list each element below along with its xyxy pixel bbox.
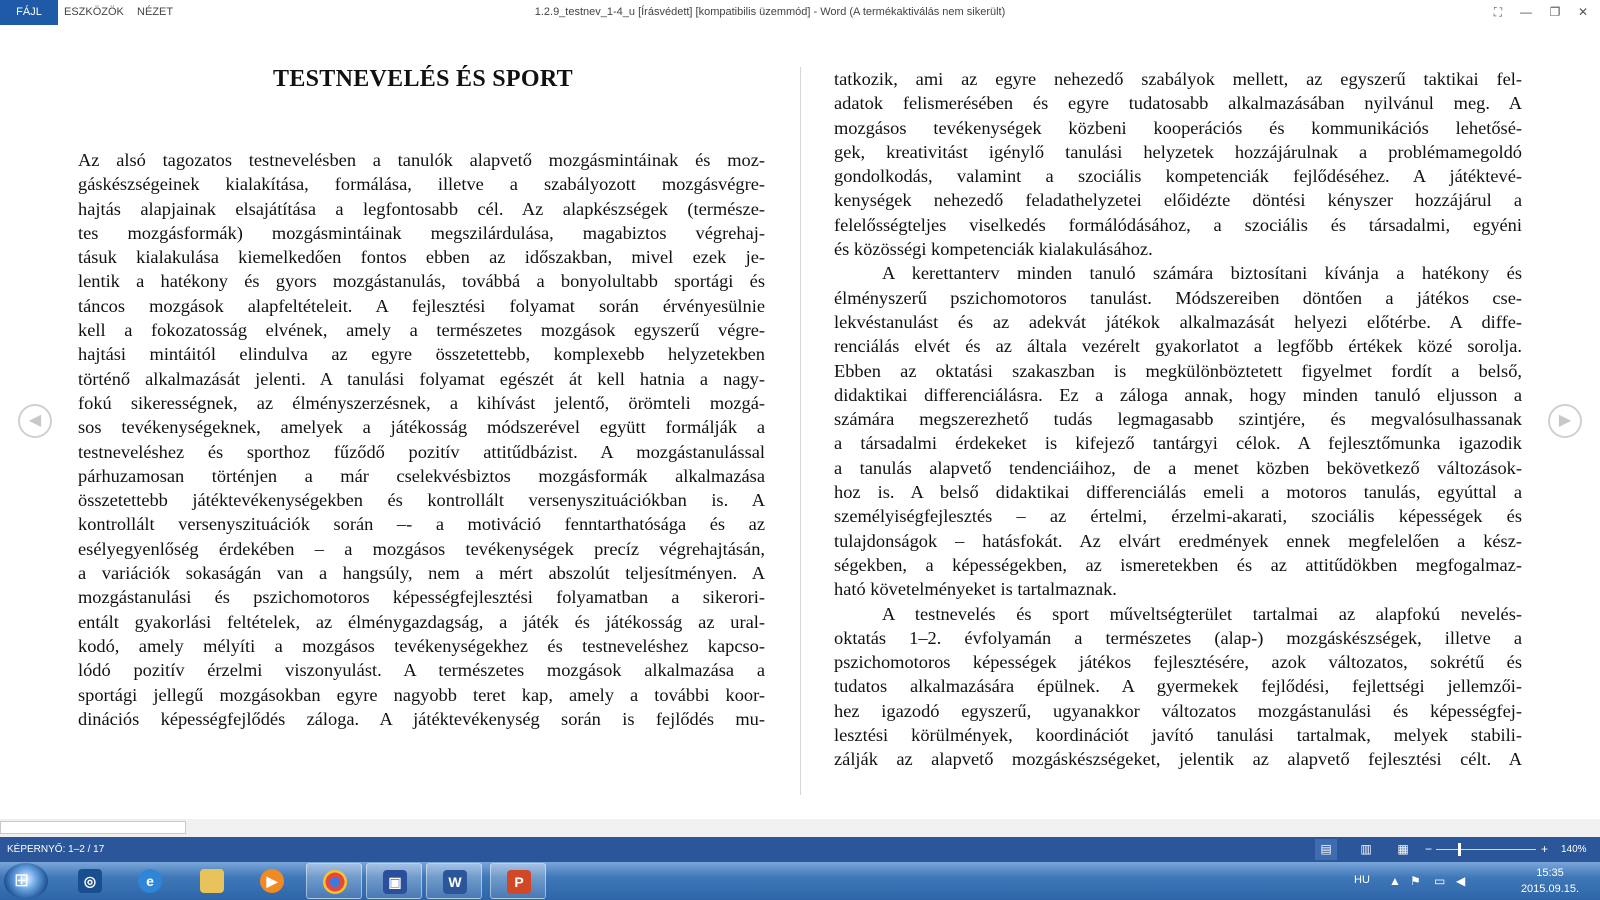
text-line: didaktikai differenciálásra. Ez a záloga annak, hogy minden tanuló eljusson a — [834, 384, 1522, 405]
text-line: gek, kreativitást igénylő tanulási helyzetek hozzájárulnak a problémamegoldó — [834, 141, 1522, 162]
powerpoint-icon: P — [507, 870, 531, 894]
text-line: történő alkalmazását jelenti. A tanulási folyamat egészét át kell hatnia a nagy- — [78, 368, 765, 389]
text-line: Ebben az oktatási szakaszban is megkülönböztetett figyelmet fordít a belső, — [834, 360, 1522, 381]
next-page-icon[interactable]: ▶ — [1548, 404, 1582, 438]
left-page-text[interactable] — [78, 148, 765, 731]
text-line: személyiségfejlesztés – az értelmi, érzelmi-akarati, szociális képességek és — [834, 506, 1522, 527]
text-line: a tanulás alapvető tendenciáihoz, de a menet közben bekövetkező változások- — [834, 457, 1522, 478]
text-line: A testnevelés és sport műveltségterület tartalmai az alapfokú nevelés- — [882, 603, 1522, 624]
text-line: gondolkodás, valamint a szociális kompetenciák fejlődéséhez. A játéktevé- — [834, 166, 1522, 187]
language-indicator[interactable]: HU — [1354, 874, 1370, 886]
text-line: tatkozik, ami az egyre nehezedő szabályok mellett, az egyszerű taktikai fel- — [834, 69, 1522, 89]
text-line: és közösségi kompetenciák kialakulásához. — [834, 239, 1153, 260]
horizontal-scrollbar[interactable] — [0, 819, 1600, 837]
window-title: 1.2.9_testnev_1-4_u [Írásvédett] [kompatibilis üzemmód] - Word (A termékaktiválás nem sikerült) — [534, 6, 1006, 18]
internet-explorer-icon: e — [138, 869, 162, 893]
text-line: kodó, amely mélyíti a mozgásos tevékenységekhez és testneveléshez kapcso- — [78, 635, 765, 656]
text-line: hajtási mintáitól elindulva az egyre összetettebb, komplexebb helyzetekben — [78, 344, 765, 365]
zoom-level[interactable]: 140% — [1561, 844, 1587, 855]
clock-time: 15:35 — [1536, 867, 1564, 879]
scroll-thumb[interactable] — [0, 821, 186, 834]
tab-tools[interactable]: ESZKÖZÖK — [64, 6, 124, 18]
web-layout-icon[interactable]: ▦ — [1397, 842, 1409, 856]
action-center-flag-icon[interactable]: ⚑ — [1410, 874, 1421, 888]
text-line: párhuzamosan történjen a már cselekvésbiztos mozgásformák alkalmazása — [78, 465, 765, 486]
floppy-disk-icon: ▣ — [383, 870, 407, 894]
text-line: ségekben, a képességekben, az ismeretekben és az attitűdökben megfogalmaz- — [834, 554, 1522, 575]
folder-icon — [200, 869, 224, 893]
text-line: sportági jellegű mozgásokban egyre nagyobb teret kap, amely a további koor- — [78, 684, 765, 705]
text-line: hez igazodó egyszerű, ugyanakkor változatos mozgástanulási és képességfej- — [834, 700, 1522, 721]
page-divider — [800, 67, 801, 795]
taskbar-word[interactable] — [426, 863, 482, 899]
volume-icon[interactable]: ◀ — [1456, 874, 1466, 888]
text-line: táncos mozgások alapfeltételeit. A fejlesztési folyamat során érvényesülnie — [78, 295, 765, 316]
text-line: mozgásos tevékenységek közbeni kooperációs és kommunikációs lehetősé- — [834, 117, 1522, 138]
taskbar-powerpoint[interactable] — [490, 863, 546, 899]
text-line: A kerettanterv minden tanuló számára biztosítani kívánja a hatékony és — [882, 263, 1522, 284]
text-line: gáskészségeinek kialakítása, formálása, illetve a szabályozott mozgásvégre- — [78, 174, 765, 195]
screen-indicator[interactable]: KÉPERNYŐ: 1–2 / 17 — [7, 844, 105, 855]
zoom-out-button[interactable]: − — [1425, 842, 1433, 856]
word-icon: W — [443, 870, 467, 894]
text-line: felelősségteljes viselkedés formálódásához, a szociális és társadalmi, egyéni — [834, 214, 1522, 235]
text-line: tudatos alkalmazására épülnek. A gyermekek fejlődési, fejlettségi jellemzői- — [834, 676, 1522, 697]
status-bar — [0, 837, 1600, 862]
text-line: tes mozgásformák) mozgásmintáinak megszilárdulása, magabiztos végrehaj- — [78, 222, 765, 243]
previous-page-icon[interactable]: ◀ — [18, 404, 52, 438]
text-line: zálják az alapvető mozgáskészségeket, jelentik az alapvető fejlesztési célt. A — [834, 749, 1522, 770]
zoom-slider[interactable] — [1436, 849, 1536, 850]
network-icon[interactable]: ▭ — [1434, 874, 1446, 888]
show-hidden-icons-icon[interactable]: ▲ — [1389, 874, 1401, 888]
text-line: hajtás alapjainak elsajátítása a legfontosabb cél. Az alapkészségek (természe- — [78, 198, 765, 219]
close-icon[interactable]: ✕ — [1577, 5, 1589, 19]
right-page-text[interactable] — [834, 67, 1522, 772]
taskbar-media-player[interactable] — [244, 863, 300, 899]
media-player-icon: ▶ — [260, 869, 284, 893]
text-line: renciálás elvét és az általa vezérelt gyakorlatot a legfőbb értékek közé sorolja. — [834, 336, 1522, 357]
taskbar-explorer[interactable] — [184, 863, 240, 899]
start-button[interactable] — [4, 863, 48, 899]
text-line: pszichomotoros képességek játékos fejlesztésére, azok változatos, sokrétű és — [834, 652, 1522, 673]
taskbar-ie[interactable] — [122, 863, 178, 899]
text-line: kontrollált versenyszituációk során –- a motiváció fenntarthatósága és az — [78, 514, 765, 535]
tab-view[interactable]: NÉZET — [137, 6, 174, 18]
taskbar-clock[interactable] — [1510, 865, 1590, 897]
text-line: kell a fokozatosság elvének, amely a természetes mozgások egyszerű végre- — [78, 320, 765, 341]
chrome-icon — [323, 870, 347, 894]
text-line: a variációk sokaságán van a hangsúly, nem a mért abszolút teljesítményen. A — [78, 563, 765, 584]
taskbar-save-app[interactable] — [366, 863, 422, 899]
text-line: sos tevékenységeknek, amelyek a játékosság módszerével együtt formálják a — [78, 417, 765, 438]
title-bar — [0, 0, 1600, 24]
minimize-icon[interactable]: — — [1520, 5, 1532, 19]
text-line: dinációs képességfejlődés záloga. A játéktevékenység során is fejlődés mu- — [78, 708, 765, 729]
text-line: élményszerű pszichomotoros tanulást. Módszereiben döntően a játékos cse- — [834, 287, 1522, 308]
text-line: ható követelményeket is tartalmaznak. — [834, 579, 1117, 600]
clock-date: 2015.09.15. — [1520, 883, 1580, 895]
text-line: mozgástanulási és pszichomotoros képességfejlesztési folyamatban a sikerori- — [78, 587, 765, 608]
text-line: számára megszerezhető tudás legmagasabb szintjére, és megvalósulhassanak — [834, 409, 1522, 430]
text-line: lesztési körülmények, koordinációt javító tanulási tartalmak, melyek stabili- — [834, 725, 1522, 746]
zoom-in-button[interactable]: + — [1541, 842, 1549, 856]
text-line: oktatás 1–2. évfolyamán a természetes (alap-) mozgáskészségek, illetve a — [834, 627, 1522, 648]
text-line: tulajdonságok – hatásfokát. Az elvárt eredmények ennek megfelelően a kész- — [834, 530, 1522, 551]
text-line: fokú sikerességnek, az élményszerzésnek, a kihívást jelentő, örömteli mozgá- — [78, 392, 765, 413]
windows-logo-icon: ⊞ — [14, 870, 30, 890]
text-line: testneveléshez és sporthoz fűződő pozitív attitűdbázist. A mozgástanulással — [78, 441, 765, 462]
taskbar-app-1[interactable] — [62, 863, 118, 899]
text-line: lentik a hatékony és gyors mozgástanulás, továbbá a bonyolultabb sportági és — [78, 271, 765, 292]
text-line: adatok felismerésében és egyre tudatosabb alkalmazásában nyilvánul meg. A — [834, 93, 1522, 114]
taskbar — [0, 862, 1600, 900]
fullscreen-icon[interactable]: ⛶ — [1493, 5, 1503, 19]
zoom-slider-thumb[interactable] — [1458, 843, 1461, 856]
taskbar-chrome[interactable] — [306, 863, 362, 899]
text-line: esélyegyenlőség érdekében – a mozgásos tevékenységek precíz végrehajtásán, — [78, 538, 765, 559]
text-line: Az alsó tagozatos testnevelésben a tanulók alapvető mozgásmintáinak és moz- — [78, 150, 765, 170]
text-line: kenységek nehezedő feladathelyzetei előidézte döntési kényszer hozzájárul a — [834, 190, 1522, 211]
tab-file[interactable]: FÁJL — [0, 0, 58, 25]
text-line: lódó pozitív érzelmi viszonyulást. A természetes mozgások alkalmazása a — [78, 660, 765, 681]
text-line: entált gyakorlási feltételek, az élménygazdagság, a játék és játékosság az ural- — [78, 611, 765, 632]
app-swirl-icon: ◎ — [78, 869, 102, 893]
restore-icon[interactable]: ❐ — [1549, 5, 1561, 19]
text-line: összetettebb játéktevékenységekben és kontrollált versenyszituációkban is. A — [78, 490, 765, 511]
text-line: lekvéstanulást és az adekvát játékok alkalmazását helyezi előtérbe. A diffe- — [834, 311, 1522, 332]
text-line: hoz is. A belső didaktikai differenciálás emeli a motoros tanulás, egyúttal a — [834, 482, 1522, 503]
read-mode-icon[interactable]: ▤ — [1315, 839, 1337, 860]
document-title: TESTNEVELÉS ÉS SPORT — [273, 66, 573, 92]
text-line: tásuk kialakulása kiemelkedően fontos ebben az időszakban, mivel ezek je- — [78, 247, 765, 268]
text-line: a társadalmi érdekeket is kifejező tantárgyi célok. A fejlesztőmunka igazodik — [834, 433, 1522, 454]
print-layout-icon[interactable]: ▥ — [1360, 842, 1372, 856]
